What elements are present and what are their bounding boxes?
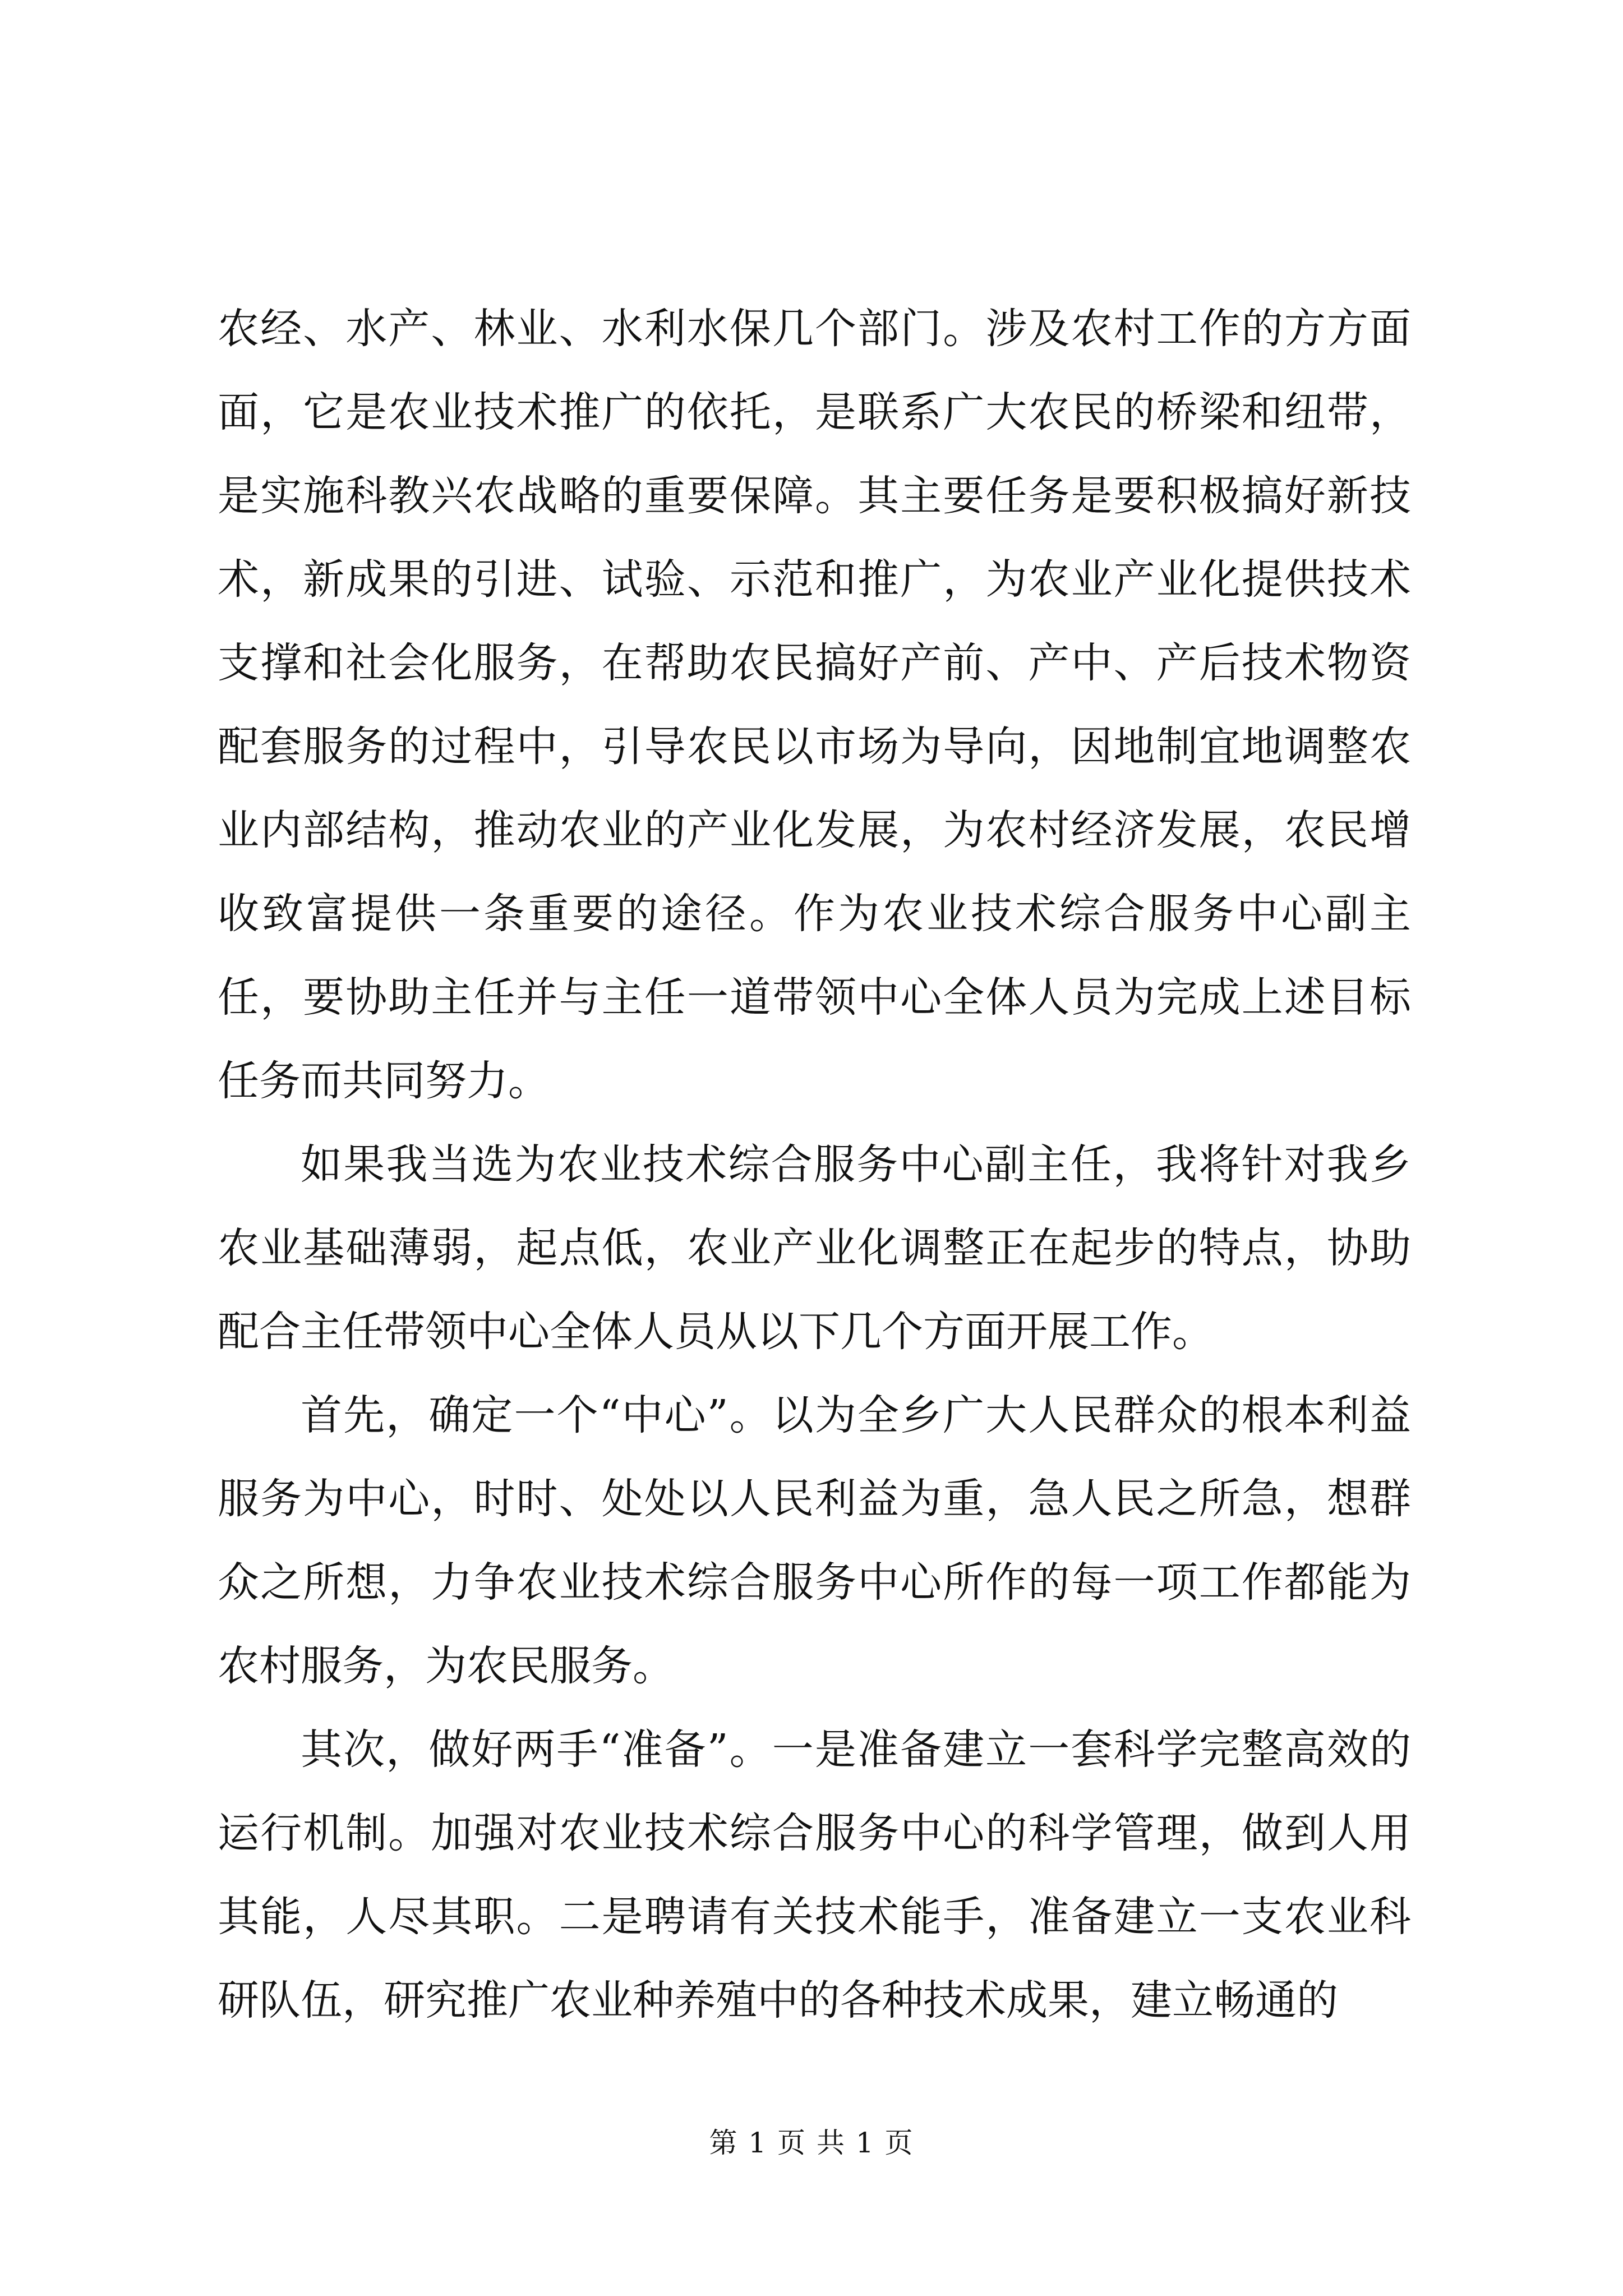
document-body bbox=[218, 287, 1411, 2042]
page-footer: 第 1 页 共 1 页 bbox=[709, 2127, 914, 2159]
paragraph-1: 农经、水产、林业、水利水保几个部门。涉及农村工作的方方面面，它是农业技术推广的依托，是联系广大农民的桥梁和纽带，是实施科教兴农战略的重要保障。其主要任务是要积极搞好新技术，新成果的引进、试验、示范和推广，为农业产业化提供技术支撑和社会化服务，在帮助农民搞好产前、产中、产后技术物资配套服务的过程中，引导农民以市场为导向，因地制宜地调整农业内部结构，推动农业的产业化发展，为农村经济发展，农民增收致富提供一条重要的途径。作为农业技术综合服务中心副主任，要协助主任并与主任一道带领中心全体人员为完成上述目标任务而共同努力。 bbox=[218, 305, 1411, 1105]
paragraph-3: 首先，确定一个“中心”。以为全乡广大人民群众的根本利益服务为中心，时时、处处以人民利益为重，急人民之所急，想群众之所想，力争农业技术综合服务中心所作的每一项工作都能为农村服务，为农民服务。 bbox=[218, 1391, 1411, 1690]
paragraph-4: 其次，做好两手“准备”。一是准备建立一套科学完整高效的运行机制。加强对农业技术综合服务中心的科学管理，做到人用其能，人尽其职。二是聘请有关技术能手，准备建立一支农业科研队伍，研究推广农业种养殖中的各种技术成果，建立畅通的 bbox=[218, 1726, 1411, 2024]
paragraph-2: 如果我当选为农业技术综合服务中心副主任，我将针对我乡农业基础薄弱，起点低，农业产业化调整正在起步的特点，协助配合主任带领中心全体人员从以下几个方面开展工作。 bbox=[218, 1140, 1411, 1356]
